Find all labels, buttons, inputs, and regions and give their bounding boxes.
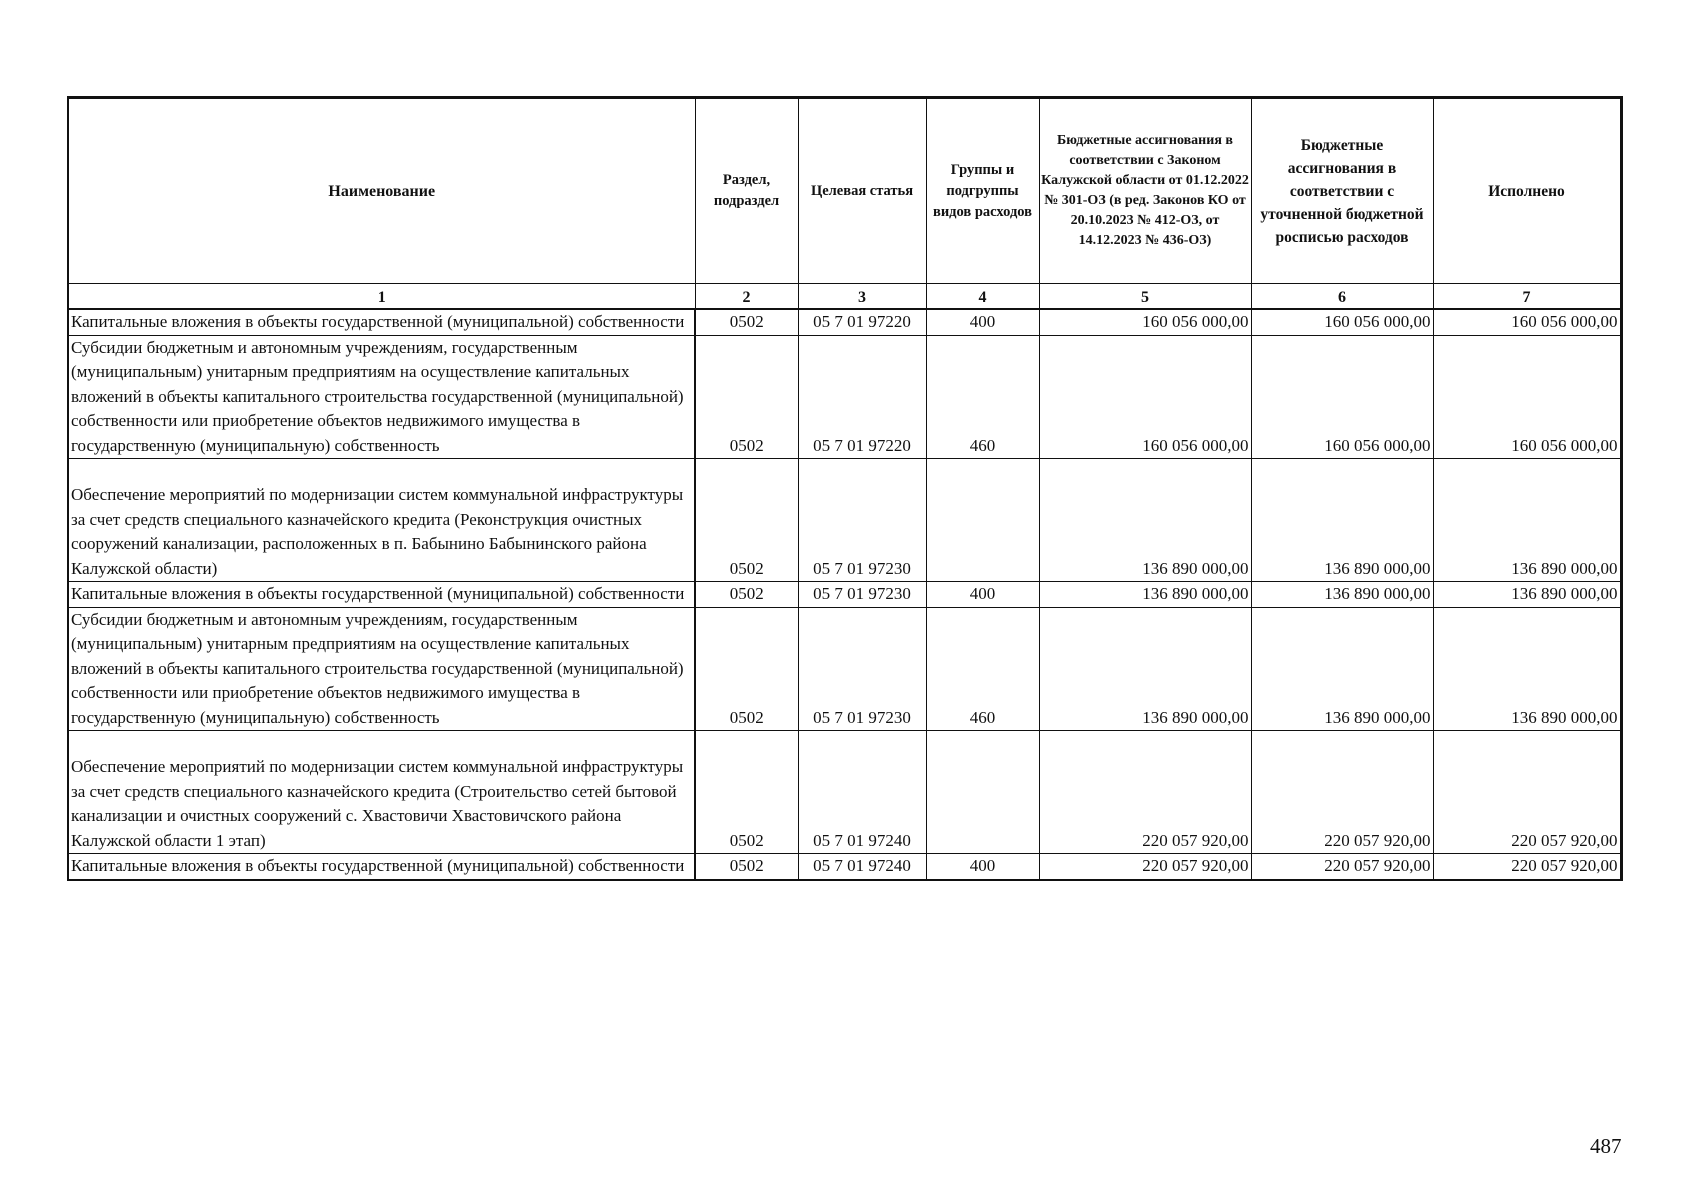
table-row <box>68 731 1621 854</box>
row-target: 05 7 01 97220 <box>798 335 926 459</box>
table-row <box>68 854 1621 880</box>
row-group <box>926 731 1039 854</box>
row-group: 460 <box>926 607 1039 731</box>
row-name: Субсидии бюджетным и автономным учреждениям, государственным (муниципальным) унитарным предприятиям на осуществление капитальных вложений в объекты капитального строительства государственной (муниципальной) собственности или приобретение объектов недвижимого имущества в государственную (муниципальную) собственность <box>68 335 695 459</box>
header-target: Целевая статья <box>798 98 926 284</box>
table-row <box>68 607 1621 731</box>
column-number: 7 <box>1433 284 1621 310</box>
table-row <box>68 459 1621 582</box>
row-law-amount: 220 057 920,00 <box>1039 731 1251 854</box>
row-target: 05 7 01 97220 <box>798 309 926 335</box>
table-row <box>68 582 1621 608</box>
row-section: 0502 <box>695 309 798 335</box>
row-law-amount: 220 057 920,00 <box>1039 854 1251 880</box>
column-number: 3 <box>798 284 926 310</box>
row-name: Субсидии бюджетным и автономным учреждениям, государственным (муниципальным) унитарным предприятиям на осуществление капитальных вложений в объекты капитального строительства государственной (муниципальной) собственности или приобретение объектов недвижимого имущества в государственную (муниципальную) собственность <box>68 607 695 731</box>
row-law-amount: 160 056 000,00 <box>1039 335 1251 459</box>
header-row <box>68 98 1621 284</box>
column-number: 6 <box>1251 284 1433 310</box>
row-target: 05 7 01 97240 <box>798 854 926 880</box>
row-group: 460 <box>926 335 1039 459</box>
page-number: 487 <box>1590 1134 1622 1158</box>
table-row <box>68 309 1621 335</box>
column-number: 2 <box>695 284 798 310</box>
row-group: 400 <box>926 582 1039 608</box>
row-refined-amount: 160 056 000,00 <box>1251 335 1433 459</box>
row-section: 0502 <box>695 607 798 731</box>
row-target: 05 7 01 97230 <box>798 607 926 731</box>
column-number: 5 <box>1039 284 1251 310</box>
row-section: 0502 <box>695 582 798 608</box>
row-law-amount: 136 890 000,00 <box>1039 582 1251 608</box>
row-group <box>926 459 1039 582</box>
table-header <box>68 98 1621 310</box>
header-refined-appropriations: Бюджетные ассигнования в соответствии с уточненной бюджетной росписью расходов <box>1251 98 1433 284</box>
row-law-amount: 160 056 000,00 <box>1039 309 1251 335</box>
row-executed-amount: 160 056 000,00 <box>1433 335 1621 459</box>
row-refined-amount: 160 056 000,00 <box>1251 309 1433 335</box>
header-name: Наименование <box>68 98 695 284</box>
row-target: 05 7 01 97230 <box>798 459 926 582</box>
header-law-appropriations: Бюджетные ассигнования в соответствии с Законом Калужской области от 01.12.2022 № 301-ОЗ (в ред. Законов КО от 20.10.2023 № 412-ОЗ, от 14.12.2023 № 436-ОЗ) <box>1039 98 1251 284</box>
column-number: 1 <box>68 284 695 310</box>
row-group: 400 <box>926 854 1039 880</box>
row-section: 0502 <box>695 335 798 459</box>
row-executed-amount: 160 056 000,00 <box>1433 309 1621 335</box>
row-name: Капитальные вложения в объекты государственной (муниципальной) собственности <box>68 582 695 608</box>
budget-table <box>67 96 1623 881</box>
row-name: Обеспечение мероприятий по модернизации систем коммунальной инфраструктуры за счет средств специального казначейского кредита (Строительство сетей бытовой канализации и очистных сооружений с. Хвастовичи Хвастовичского района Калужской области 1 этап) <box>68 731 695 854</box>
row-refined-amount: 136 890 000,00 <box>1251 582 1433 608</box>
header-section: Раздел, подраздел <box>695 98 798 284</box>
row-refined-amount: 136 890 000,00 <box>1251 459 1433 582</box>
column-number: 4 <box>926 284 1039 310</box>
row-group: 400 <box>926 309 1039 335</box>
row-executed-amount: 136 890 000,00 <box>1433 582 1621 608</box>
row-name: Обеспечение мероприятий по модернизации систем коммунальной инфраструктуры за счет средств специального казначейского кредита (Реконструкция очистных сооружений канализации, расположенных в п. Бабынино Бабынинского района Калужской области) <box>68 459 695 582</box>
header-groups: Группы и подгруппы видов расходов <box>926 98 1039 284</box>
row-target: 05 7 01 97240 <box>798 731 926 854</box>
row-law-amount: 136 890 000,00 <box>1039 607 1251 731</box>
table-body <box>68 309 1621 880</box>
row-refined-amount: 220 057 920,00 <box>1251 854 1433 880</box>
row-executed-amount: 136 890 000,00 <box>1433 607 1621 731</box>
row-section: 0502 <box>695 459 798 582</box>
row-executed-amount: 220 057 920,00 <box>1433 731 1621 854</box>
header-executed: Исполнено <box>1433 98 1621 284</box>
column-number-row <box>68 284 1621 310</box>
row-refined-amount: 136 890 000,00 <box>1251 607 1433 731</box>
row-law-amount: 136 890 000,00 <box>1039 459 1251 582</box>
row-executed-amount: 136 890 000,00 <box>1433 459 1621 582</box>
table-row <box>68 335 1621 459</box>
row-section: 0502 <box>695 731 798 854</box>
row-name: Капитальные вложения в объекты государственной (муниципальной) собственности <box>68 309 695 335</box>
row-refined-amount: 220 057 920,00 <box>1251 731 1433 854</box>
row-executed-amount: 220 057 920,00 <box>1433 854 1621 880</box>
row-section: 0502 <box>695 854 798 880</box>
row-target: 05 7 01 97230 <box>798 582 926 608</box>
row-name: Капитальные вложения в объекты государственной (муниципальной) собственности <box>68 854 695 880</box>
